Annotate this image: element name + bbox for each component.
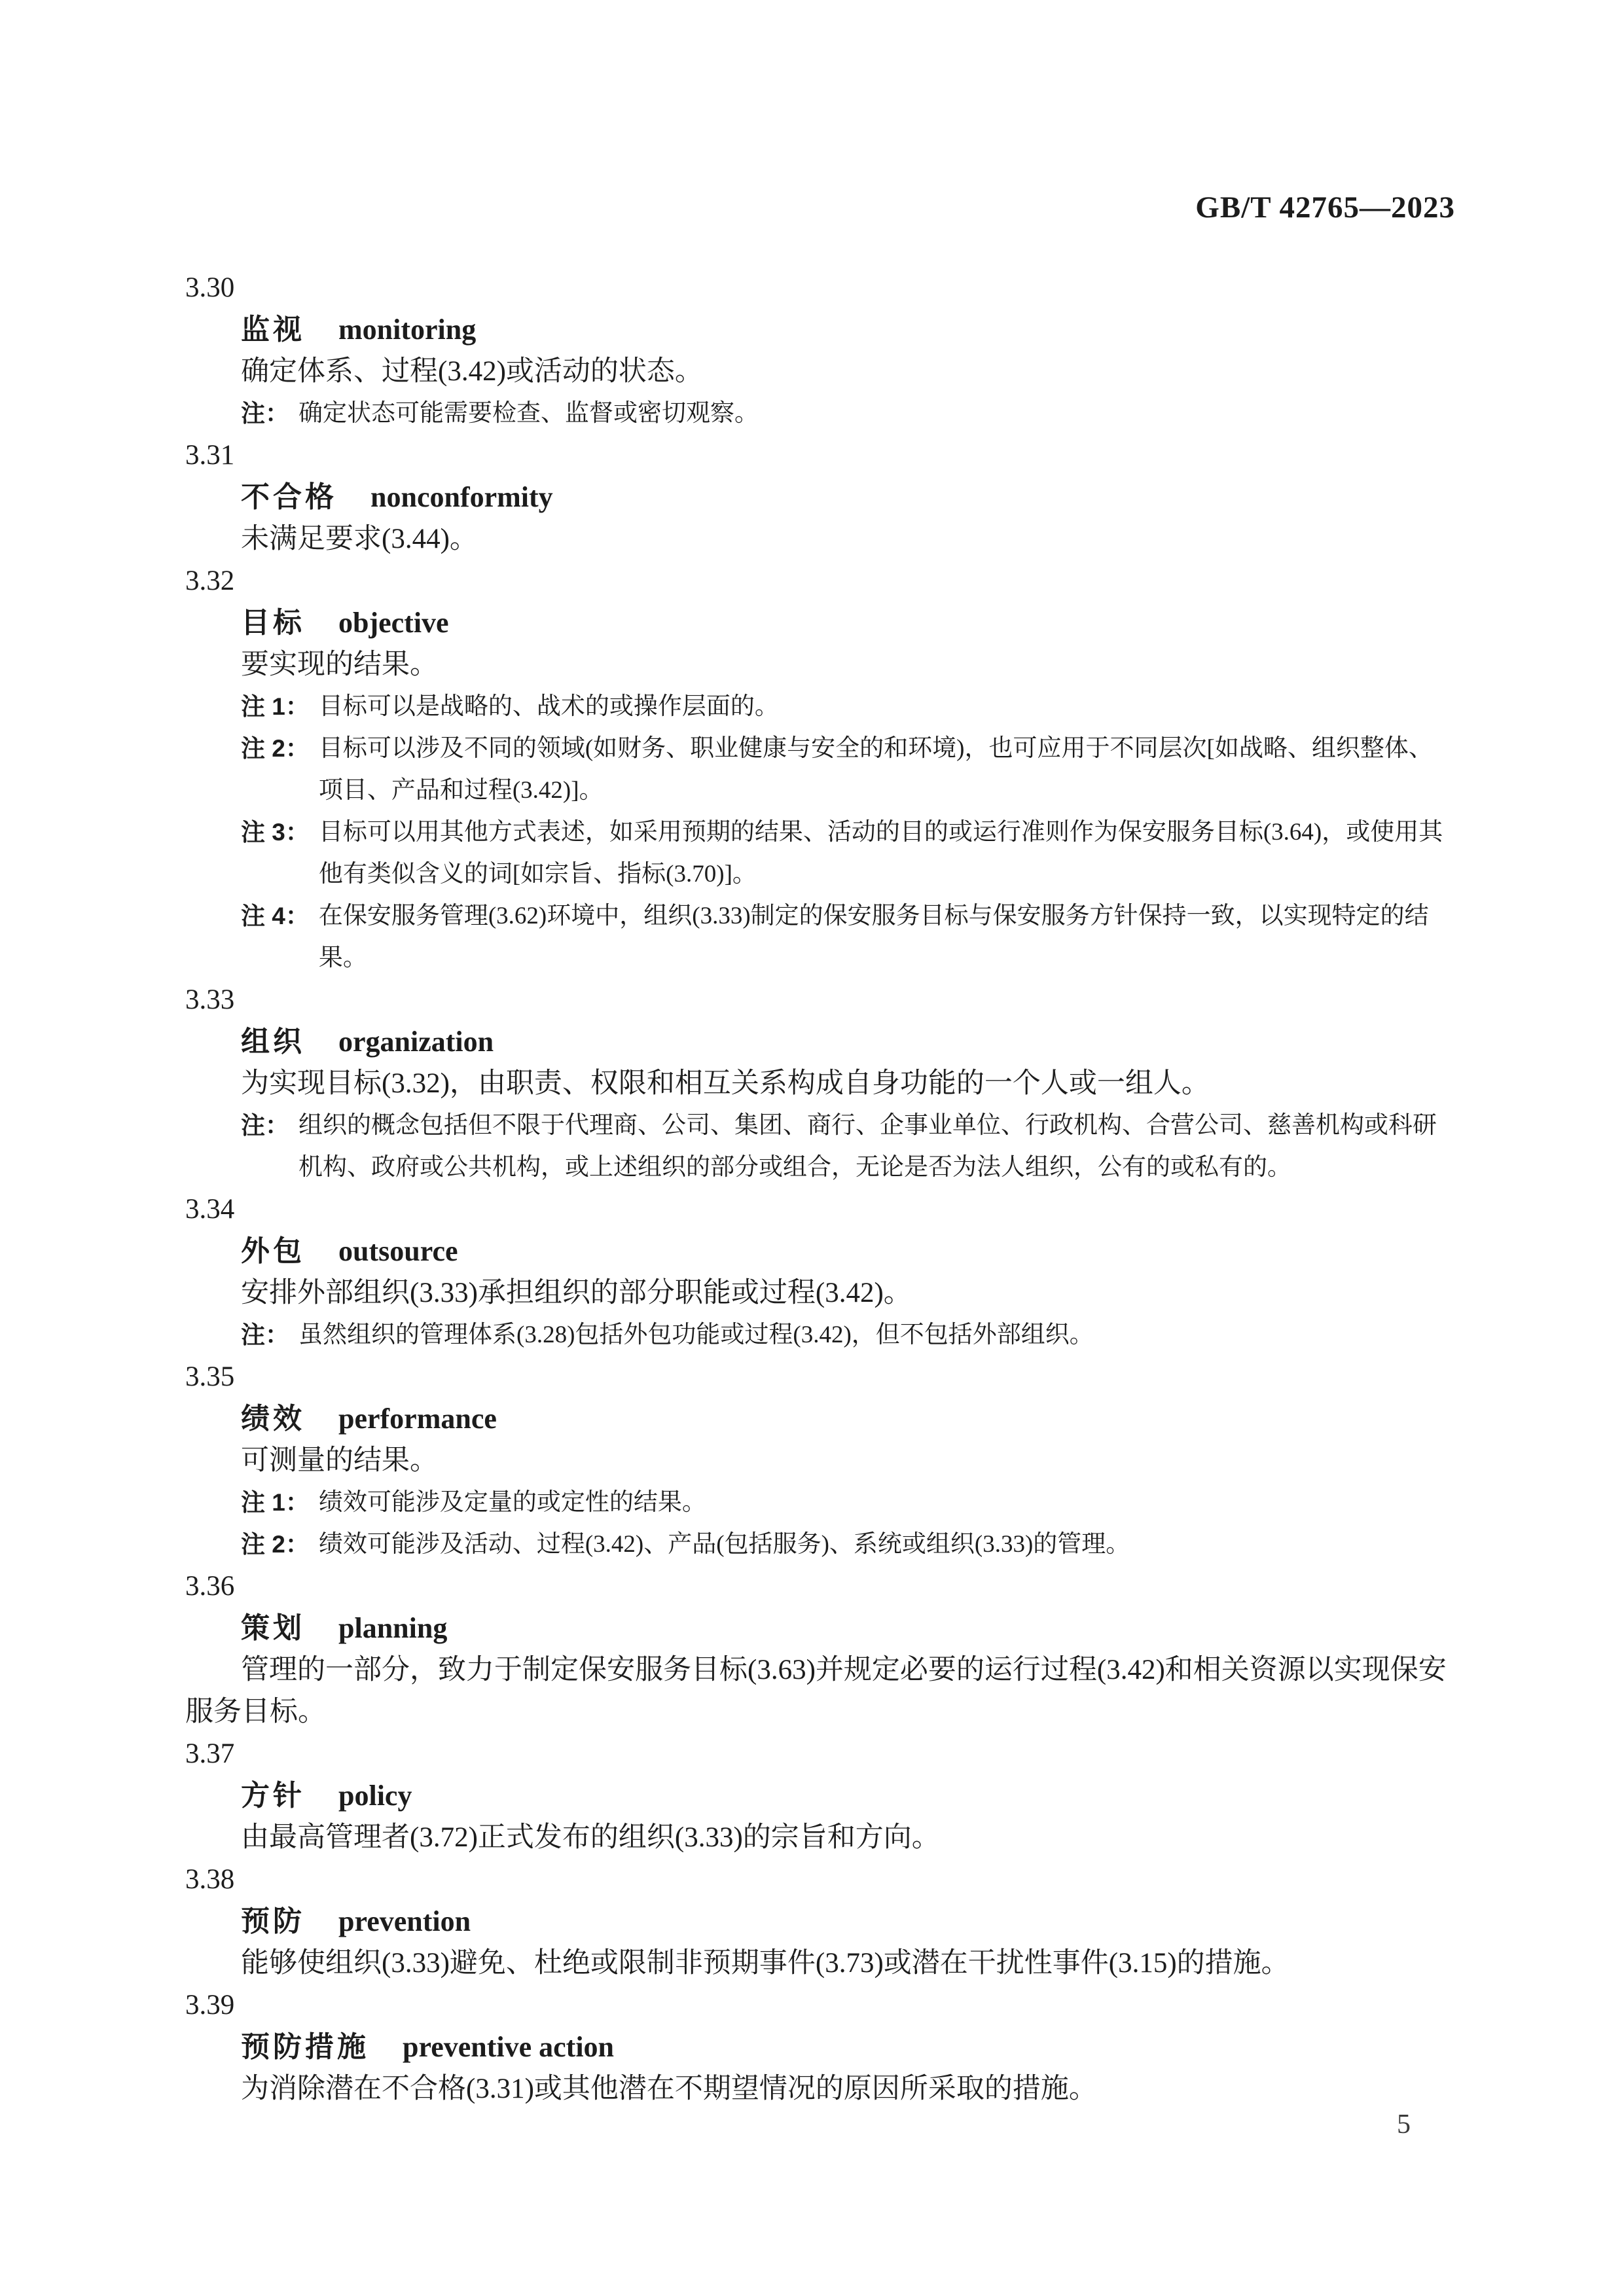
note-label: 注 2： (241, 1531, 310, 1558)
entry-number: 3.37 (185, 1738, 235, 1769)
terms-and-definitions-section (185, 267, 1455, 2110)
note-text: 确定状态可能需要检查、监督或密切观察。 (298, 400, 759, 427)
term-line (241, 1607, 1455, 1649)
term-chinese: 策划 (241, 1612, 305, 1644)
entry-number: 3.39 (185, 1990, 235, 2020)
page-number: 5 (1397, 2109, 1411, 2140)
term-note (241, 393, 1455, 435)
term-chinese: 组织 (241, 1026, 305, 1058)
note-text: 组织的概念包括但不限于代理商、公司、集团、商行、企事业单位、行政机构、合营公司、慈善机构或科研机构、政府或公共机构，或上述组织的部分或组合，无论是否为法人组织，公有的或私有的。 (298, 1112, 1437, 1181)
term-note (241, 1314, 1455, 1356)
entry-number: 3.33 (185, 984, 235, 1015)
term-line (241, 1230, 1455, 1272)
note-label: 注 1： (241, 1489, 310, 1516)
term-entry (185, 267, 1455, 435)
note-text: 目标可以用其他方式表述，如采用预期的结果、活动的目的或运行准则作为保安服务目标(3.64)，或使用其他有类似含义的词[如宗旨、指标(3.70)]。 (318, 819, 1443, 888)
entry-number: 3.38 (185, 1864, 235, 1895)
term-entry (185, 979, 1455, 1189)
term-chinese: 不合格 (241, 481, 337, 513)
term-entry (185, 1733, 1455, 1859)
note-label: 注 2： (241, 735, 310, 762)
note-label: 注： (241, 1321, 289, 1348)
term-line (241, 476, 1455, 518)
note-text: 绩效可能涉及活动、过程(3.42)、产品(包括服务)、系统或组织(3.33)的管理。 (318, 1531, 1130, 1558)
term-english: policy (338, 1780, 412, 1812)
term-english: outsource (338, 1235, 458, 1267)
term-line (241, 2026, 1455, 2068)
term-note (241, 812, 1455, 895)
term-note (241, 1105, 1455, 1189)
term-definition: 安排外部组织(3.33)承担组织的部分职能或过程(3.42)。 (241, 1278, 912, 1308)
term-entry (185, 1566, 1455, 1733)
term-line (241, 309, 1455, 351)
note-text: 绩效可能涉及定量的或定性的结果。 (318, 1489, 706, 1516)
term-english: performance (338, 1403, 497, 1435)
term-chinese: 目标 (241, 607, 305, 639)
entry-number: 3.36 (185, 1571, 235, 1602)
term-definition: 由最高管理者(3.72)正式发布的组织(3.33)的宗旨和方向。 (241, 1822, 940, 1853)
entry-number: 3.35 (185, 1361, 235, 1392)
term-line (241, 1398, 1455, 1440)
term-entry (185, 1859, 1455, 1984)
entry-number: 3.30 (185, 272, 235, 303)
term-entry (185, 1356, 1455, 1566)
term-entry (185, 560, 1455, 979)
term-entry (185, 435, 1455, 560)
term-line (241, 602, 1455, 644)
note-text: 目标可以是战略的、战术的或操作层面的。 (318, 693, 779, 720)
term-english: nonconformity (370, 481, 553, 513)
term-note (241, 1482, 1455, 1524)
note-label: 注： (241, 1112, 289, 1139)
term-chinese: 预防措施 (241, 2031, 369, 2063)
term-english: objective (338, 607, 449, 639)
standard-number: GB/T 42765—2023 (1195, 190, 1455, 224)
term-note (241, 895, 1455, 979)
term-english: planning (338, 1612, 448, 1644)
term-line (241, 1775, 1455, 1817)
term-definition: 为消除潜在不合格(3.31)或其他潜在不期望情况的原因所采取的措施。 (241, 2073, 1097, 2104)
term-definition: 未满足要求(3.44)。 (241, 524, 478, 554)
note-label: 注 4： (241, 903, 310, 929)
note-text: 在保安服务管理(3.62)环境中，组织(3.33)制定的保安服务目标与保安服务方针保持一致，以实现特定的结果。 (318, 903, 1429, 971)
term-definition: 可测量的结果。 (241, 1445, 438, 1476)
term-english: preventive action (403, 2031, 615, 2063)
note-label: 注： (241, 400, 289, 427)
note-text: 目标可以涉及不同的领域(如财务、职业健康与安全的和环境)，也可应用于不同层次[如战略、组织整体、项目、产品和过程(3.42)]。 (318, 735, 1433, 804)
term-definition: 确定体系、过程(3.42)或活动的状态。 (241, 356, 703, 387)
term-definition: 为实现目标(3.32)，由职责、权限和相互关系构成自身功能的一个人或一组人。 (241, 1068, 1210, 1099)
term-english: monitoring (338, 314, 477, 346)
entry-number: 3.32 (185, 565, 235, 596)
entry-number: 3.31 (185, 440, 235, 471)
term-chinese: 外包 (241, 1235, 305, 1267)
note-label: 注 3： (241, 819, 310, 846)
term-chinese: 方针 (241, 1780, 305, 1812)
term-definition: 能够使组织(3.33)避免、杜绝或限制非预期事件(3.73)或潜在干扰性事件(3.15)的措施。 (241, 1948, 1290, 1979)
term-entry (185, 1984, 1455, 2110)
term-chinese: 预防 (241, 1905, 305, 1937)
term-chinese: 监视 (241, 314, 305, 346)
term-line (241, 1021, 1455, 1063)
term-definition: 管理的一部分，致力于制定保安服务目标(3.63)并规定必要的运行过程(3.42)和相关资源以实现保安服务目标。 (185, 1655, 1447, 1727)
term-line (241, 1901, 1455, 1943)
note-label: 注 1： (241, 693, 310, 720)
term-note (241, 1524, 1455, 1566)
note-text: 虽然组织的管理体系(3.28)包括外包功能或过程(3.42)，但不包括外部组织。 (298, 1321, 1094, 1348)
term-chinese: 绩效 (241, 1403, 305, 1435)
entry-number: 3.34 (185, 1194, 235, 1225)
term-english: organization (338, 1026, 494, 1058)
term-note (241, 686, 1455, 728)
term-entry (185, 1189, 1455, 1356)
term-note (241, 728, 1455, 812)
term-definition: 要实现的结果。 (241, 649, 438, 680)
term-english: prevention (338, 1905, 471, 1937)
